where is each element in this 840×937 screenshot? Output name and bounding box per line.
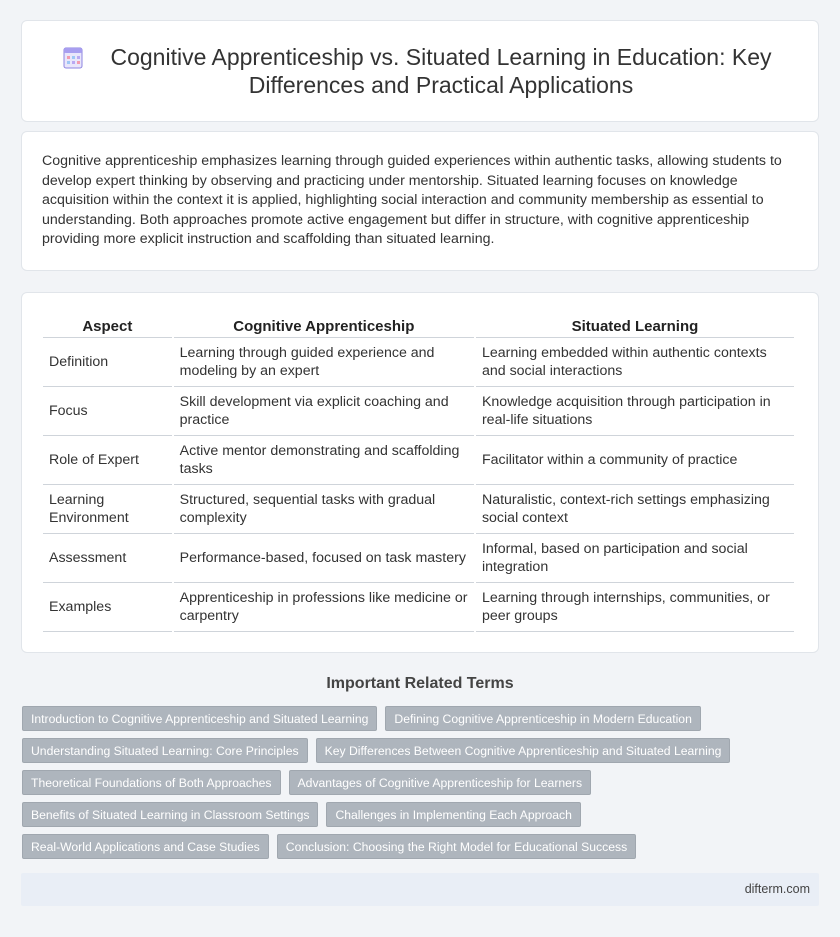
related-terms-heading: Important Related Terms [326,675,514,692]
title-card [21,20,819,122]
footer-site-link[interactable]: difterm.com [744,882,810,896]
table-cell: Examples [43,583,172,632]
table-row [43,485,794,534]
related-term-tag[interactable]: Introduction to Cognitive Apprenticeship and Situated Learning [22,706,377,731]
table-cell: Learning embedded within authentic contexts and social interactions [476,338,794,387]
related-term-tag[interactable]: Challenges in Implementing Each Approach [326,802,580,827]
related-terms-list [22,706,822,866]
intro-card [21,131,819,271]
header-aspect: Aspect [43,313,172,338]
table-cell: Role of Expert [43,436,172,485]
table-cell: Learning Environment [43,485,172,534]
table-row [43,338,794,387]
table-cell: Learning through internships, communities, or peer groups [476,583,794,632]
table-cell: Performance-based, focused on task mastery [174,534,474,583]
table-cell: Facilitator within a community of practice [476,436,794,485]
table-cell: Informal, based on participation and social integration [476,534,794,583]
table-row [43,436,794,485]
table-cell: Learning through guided experience and modeling by an expert [174,338,474,387]
footer [21,873,819,906]
table-row [43,387,794,436]
related-term-tag[interactable]: Real-World Applications and Case Studies [22,834,269,859]
table-row [43,583,794,632]
table-header-row [43,313,794,338]
related-term-tag[interactable]: Defining Cognitive Apprenticeship in Modern Education [385,706,700,731]
table-cell: Focus [43,387,172,436]
header-situated-learning: Situated Learning [476,313,794,338]
table-cell: Naturalistic, context-rich settings emphasizing social context [476,485,794,534]
table-row [43,534,794,583]
document-icon [62,47,84,69]
related-term-tag[interactable]: Benefits of Situated Learning in Classroom Settings [22,802,318,827]
table-cell: Assessment [43,534,172,583]
comparison-table-card [21,292,819,653]
related-term-tag[interactable]: Key Differences Between Cognitive Apprenticeship and Situated Learning [316,738,731,763]
related-term-tag[interactable]: Conclusion: Choosing the Right Model for Educational Success [277,834,636,859]
table-cell: Knowledge acquisition through participation in real-life situations [476,387,794,436]
related-term-tag[interactable]: Advantages of Cognitive Apprenticeship for Learners [289,770,592,795]
table-cell: Skill development via explicit coaching and practice [174,387,474,436]
comparison-table [41,313,796,632]
page-title: Cognitive Apprenticeship vs. Situated Learning in Education: Key Differences and Practical Applications [110,44,772,98]
related-term-tag[interactable]: Understanding Situated Learning: Core Principles [22,738,308,763]
header-cognitive-apprenticeship: Cognitive Apprenticeship [174,313,474,338]
related-term-tag[interactable]: Theoretical Foundations of Both Approaches [22,770,281,795]
intro-paragraph: Cognitive apprenticeship emphasizes learning through guided experiences within authentic tasks, allowing students to develop expert thinking by observing and practicing under mentorship. Situated learning focuses on knowledge acquisition within the context it is applied, highlighting social interaction and community membership as essential to understanding. Both approaches promote active engagement but differ in structure, with cognitive apprenticeship providing more explicit instruction and scaffolding than situated learning. [42,153,782,248]
table-cell: Definition [43,338,172,387]
table-cell: Apprenticeship in professions like medicine or carpentry [174,583,474,632]
table-cell: Active mentor demonstrating and scaffolding tasks [174,436,474,485]
table-cell: Structured, sequential tasks with gradual complexity [174,485,474,534]
